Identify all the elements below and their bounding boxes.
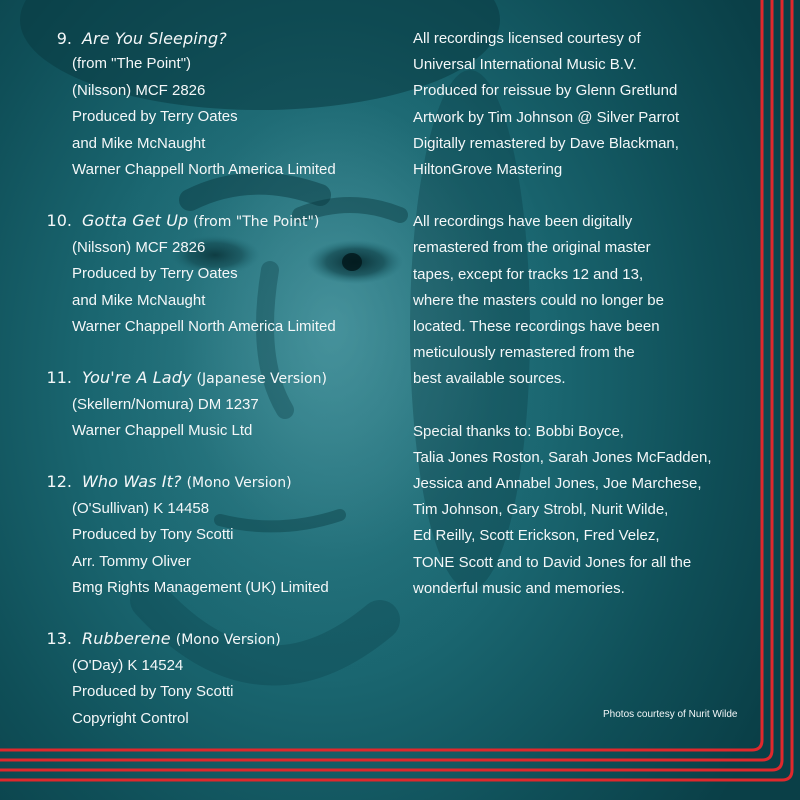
credit-line: remastered from the original master bbox=[413, 239, 651, 257]
track-note: (Mono Version) bbox=[186, 474, 292, 491]
credit-line: All recordings have been digitally bbox=[413, 213, 633, 231]
track-detail: Warner Chappell Music Ltd bbox=[72, 422, 253, 439]
track-detail: Bmg Rights Management (UK) Limited bbox=[72, 579, 329, 596]
track-detail: Copyright Control bbox=[72, 709, 189, 727]
track-number: 11. bbox=[46, 367, 72, 387]
track-title: Rubberene bbox=[82, 628, 171, 648]
track-detail: (O'Sullivan) K 14458 bbox=[72, 499, 210, 517]
track-title: Are You Sleeping? bbox=[82, 29, 227, 48]
track-title: Gotta Get Up bbox=[82, 210, 189, 230]
track-detail: and Mike McNaught bbox=[72, 291, 206, 309]
track-detail: Produced by Tony Scotti bbox=[72, 526, 234, 543]
track-detail: Produced by Tony Scotti bbox=[72, 683, 234, 700]
track-number: 9. bbox=[56, 29, 72, 48]
credit-line: Special thanks to: Bobbi Boyce, bbox=[413, 422, 624, 440]
credit-line: All recordings licensed courtesy of bbox=[413, 30, 641, 47]
track-listing bbox=[38, 26, 383, 756]
credit-line: best available sources. bbox=[413, 370, 566, 388]
credit-line: located. These recordings have been bbox=[413, 318, 660, 336]
licensing-paragraph bbox=[413, 26, 743, 183]
credit-line: where the masters could no longer be bbox=[413, 291, 664, 309]
track-title: You're A Lady bbox=[82, 367, 192, 387]
track-9 bbox=[38, 26, 383, 184]
thanks-paragraph bbox=[413, 419, 743, 602]
photo-credit: Photos courtesy of Nurit Wilde bbox=[603, 709, 738, 720]
track-title: Who Was It? bbox=[82, 471, 182, 491]
track-10 bbox=[38, 208, 383, 341]
credit-line: Ed Reilly, Scott Erickson, Fred Velez, bbox=[413, 527, 660, 545]
credit-line: Tim Johnson, Gary Strobl, Nurit Wilde, bbox=[413, 501, 669, 519]
track-detail: (Skellern/Nomura) DM 1237 bbox=[72, 395, 259, 413]
track-number: 13. bbox=[46, 628, 72, 648]
credit-line: tapes, except for tracks 12 and 13, bbox=[413, 265, 644, 283]
track-11 bbox=[38, 365, 383, 445]
track-detail: and Mike McNaught bbox=[72, 134, 206, 152]
credits-column bbox=[413, 26, 743, 628]
track-detail: (Nilsson) MCF 2826 bbox=[72, 81, 206, 99]
credit-line: Jessica and Annabel Jones, Joe Marchese, bbox=[413, 475, 702, 493]
credit-line: Produced for reissue by Glenn Gretlund bbox=[413, 82, 678, 100]
track-detail: (Nilsson) MCF 2826 bbox=[72, 238, 206, 256]
track-detail: Produced by Terry Oates bbox=[72, 265, 238, 282]
credit-line: meticulously remastered from the bbox=[413, 344, 635, 362]
credit-line: HiltonGrove Mastering bbox=[413, 161, 563, 179]
credit-line: TONE Scott and to David Jones for all the bbox=[413, 553, 692, 571]
track-12 bbox=[38, 469, 383, 602]
track-detail: Warner Chappell North America Limited bbox=[72, 318, 336, 335]
credit-line: Artwork by Tim Johnson @ Silver Parrot bbox=[413, 108, 680, 126]
track-detail: (from "The Point") bbox=[72, 55, 192, 72]
track-detail: Warner Chappell North America Limited bbox=[72, 161, 336, 178]
credit-line: Digitally remastered by Dave Blackman, bbox=[413, 134, 679, 152]
track-13 bbox=[38, 626, 383, 733]
credit-line: wonderful music and memories. bbox=[413, 579, 625, 597]
credit-line: Universal International Music B.V. bbox=[413, 56, 637, 74]
track-number: 10. bbox=[46, 210, 72, 230]
credit-line: Talia Jones Roston, Sarah Jones McFadden, bbox=[413, 448, 712, 466]
track-note: (Japanese Version) bbox=[196, 370, 327, 387]
remastering-paragraph bbox=[413, 209, 743, 392]
track-detail: Produced by Terry Oates bbox=[72, 108, 238, 125]
track-number: 12. bbox=[46, 471, 72, 491]
track-note: (Mono Version) bbox=[175, 631, 281, 648]
track-detail: (O'Day) K 14524 bbox=[72, 656, 184, 674]
track-detail: Arr. Tommy Oliver bbox=[72, 552, 191, 570]
track-note: (from "The Point") bbox=[193, 213, 320, 230]
